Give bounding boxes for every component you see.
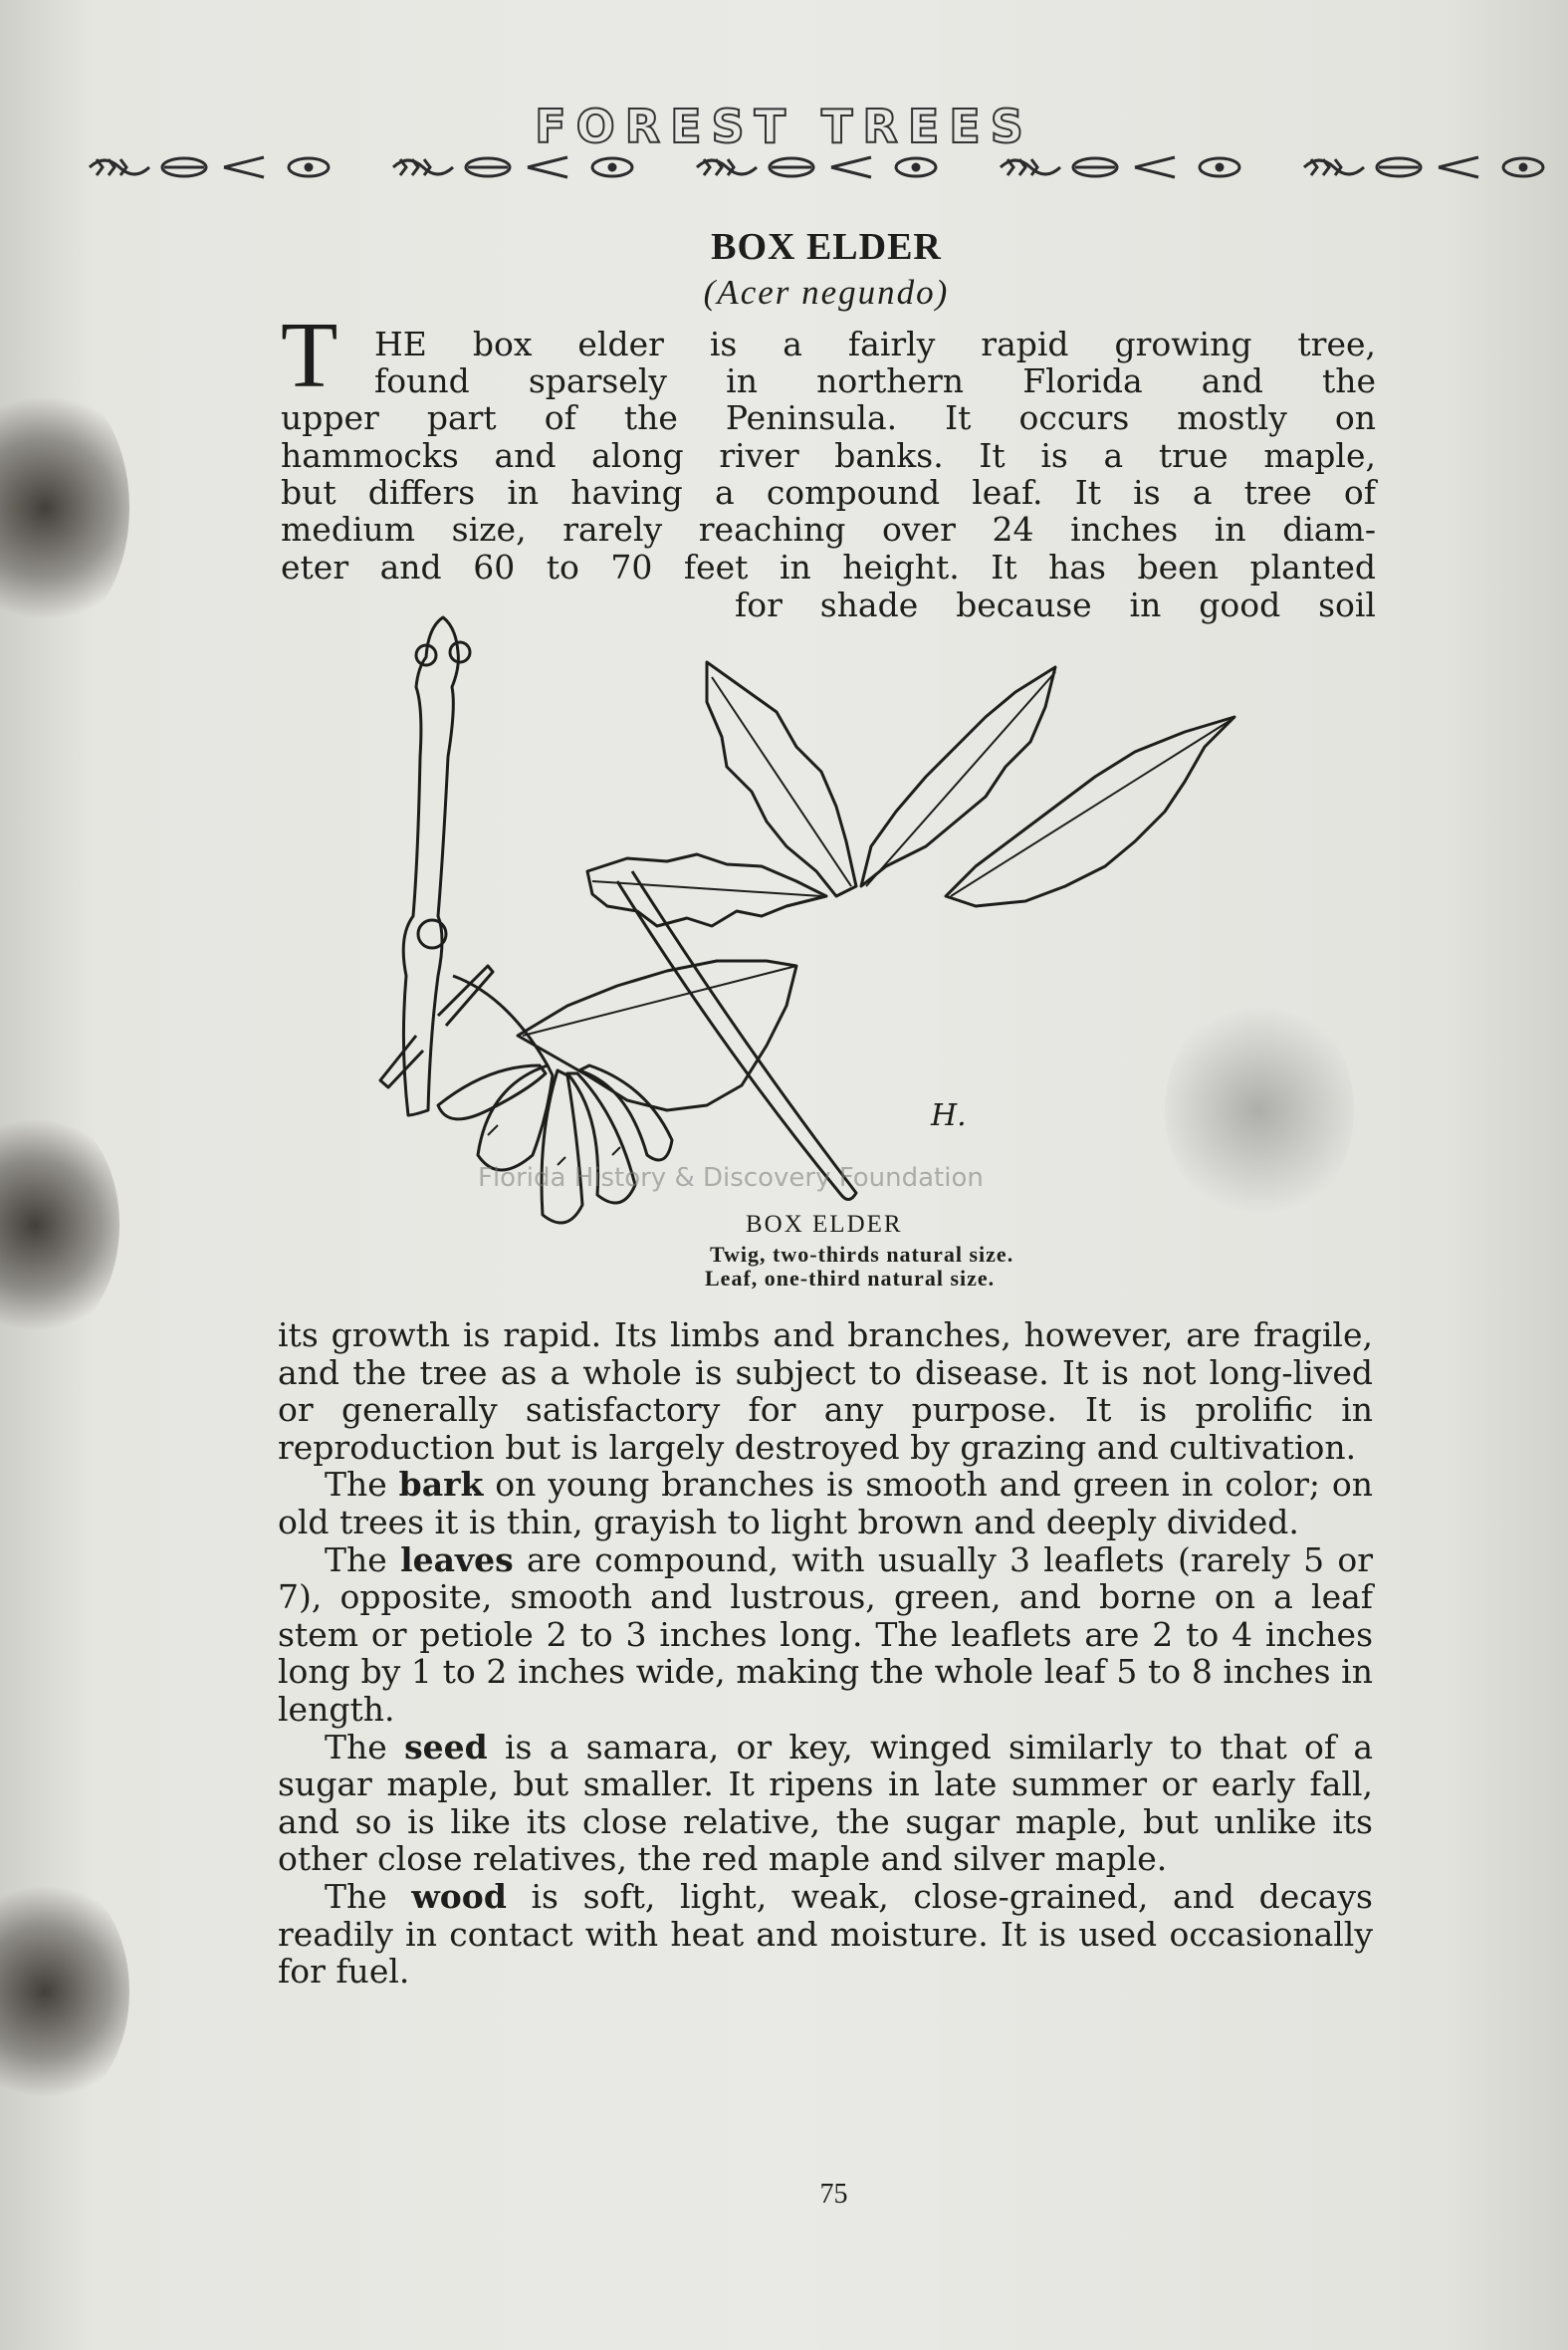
leaflet-lower	[518, 961, 796, 1110]
stain-3	[0, 1872, 129, 2111]
intro-line-3: upper part of the Peninsula. It occurs mostly on	[281, 398, 1376, 437]
paragraph-bark: The bark on young branches is smooth and green in color; on old trees it is thin, grayish to light brown and deeply divided.	[278, 1465, 1373, 1541]
paragraph-seed: The seed is a samara, or key, winged similarly to that of a sugar maple, but smaller. It ripens in late summer or early fall, and so is like its close relative, the sugar maple, but unlike its other close relatives, the red maple and silver maple.	[278, 1727, 1374, 1879]
stain-2	[0, 1105, 119, 1344]
body-text	[278, 1316, 1373, 1991]
leaflet-top-right	[861, 667, 1055, 886]
intro-line-2: found sparsely in northern Florida and the	[374, 361, 1376, 400]
article-title: BOX ELDER	[711, 226, 942, 268]
stain-1	[0, 378, 129, 637]
paragraph-leaves: The leaves are compound, with usually 3 leaflets (rarely 5 or 7), opposite, smooth and lustrous, green, and borne on a leaf stem or petiole 2 to 3 inches long. The leaflets are 2 to 4 inches long by 1 to 2 inches wide, making the whole leaf 5 to 8 inches in length.	[278, 1539, 1373, 1729]
term-wood: wood	[411, 1876, 507, 1916]
page-number: 75	[819, 2179, 848, 2210]
scientific-name: (Acer negundo)	[703, 273, 950, 312]
intro-line-4: hammocks and along river banks. It is a true maple,	[281, 436, 1376, 475]
term-leaves: leaves	[400, 1539, 514, 1579]
intro-line-8: for shade because in good soil	[735, 586, 1376, 624]
figure-caption-title: BOX ELDER	[746, 1211, 903, 1238]
leaf-stem	[617, 871, 856, 1200]
figure-caption-line-2: Leaf, one-third natural size.	[705, 1266, 996, 1291]
paragraph-wood: The wood is soft, light, weak, close-grained, and decays readily in contact with heat and moisture. It is used occasionally for fuel.	[278, 1876, 1373, 1992]
term-seed: seed	[404, 1727, 488, 1766]
samara-cluster	[438, 1065, 672, 1223]
term-bark: bark	[398, 1465, 484, 1505]
intro-line-5: but differs in having a compound leaf. It is a tree of	[281, 473, 1376, 512]
intro-line-7: eter and 60 to 70 feet in height. It has been planted	[281, 548, 1376, 587]
artist-mark: H.	[931, 1098, 967, 1133]
running-head: FOREST TREES	[535, 100, 1033, 153]
ornamental-rule	[85, 147, 1553, 187]
intro-line-1: HE box elder is a fairly rapid growing tree,	[374, 325, 1376, 363]
paragraph-growth: its growth is rapid. Its limbs and branches, however, are fragile, and the tree as a whole is subject to disease. It is not long-lived or generally satisfactory for any purpose. It is prolific in reproduction but is largely destroyed by grazing and cultivation.	[278, 1315, 1373, 1467]
drop-cap: T	[281, 304, 338, 407]
figure-caption-line-1: Twig, two-thirds natural size.	[710, 1242, 1014, 1267]
intro-line-6: medium size, rarely reaching over 24 inches in diam-	[281, 510, 1376, 549]
watermark: Florida History & Discovery Foundation	[478, 1163, 984, 1193]
